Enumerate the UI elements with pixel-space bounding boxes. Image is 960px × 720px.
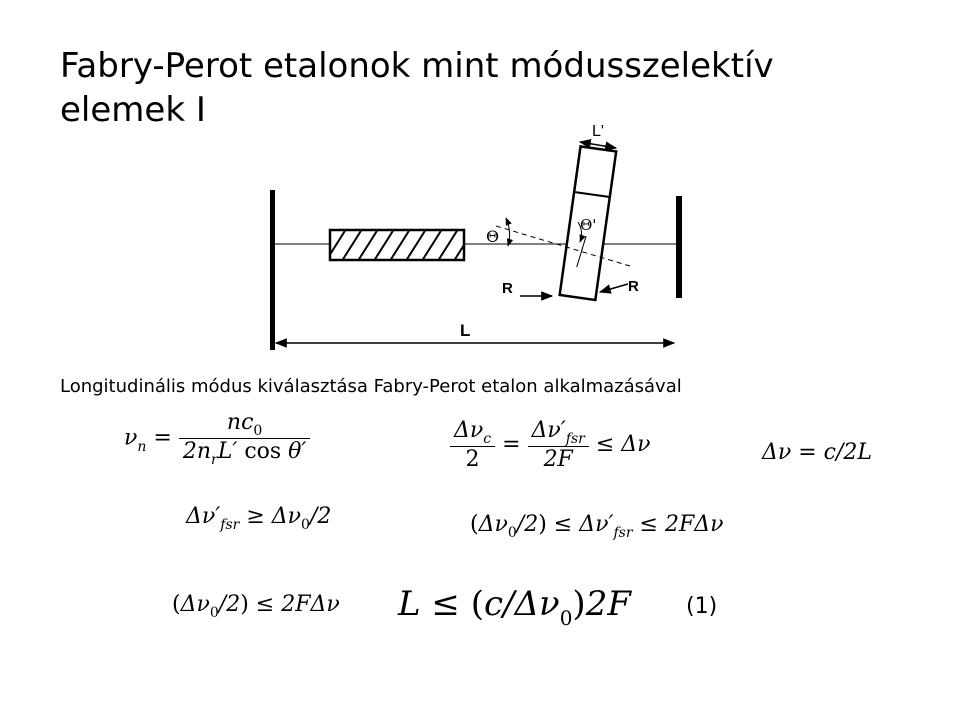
equation-fsr-condition: Δν′fsr ≥ Δν0/2 [186,504,332,533]
figure-caption: Longitudinális módus kiválasztása Fabry-Perot etalon alkalmazásával [60,376,682,397]
label-R-left: R [502,280,513,297]
label-theta-prime: Θ' [580,216,597,234]
theta-arc [506,218,510,246]
etalon-diagram [260,118,690,360]
label-theta: Θ [486,227,500,246]
equation-reduced-condition: (Δν0/2) ≤ 2FΔν [172,592,340,621]
equation-number: (1) [686,594,718,619]
right-reflection-arrow [600,284,628,292]
equation-mode-spacing: Δν = c/2L [762,440,873,465]
left-mirror [270,190,275,350]
equation-length-limit: L ≤ (c/Δν0)2F [398,584,631,630]
right-mirror [676,196,682,298]
tilted-normal [496,226,630,266]
label-R-right: R [628,278,639,295]
equation-etalon-bandwidth: $\frac{\text{Δνc}}{2}$ = $\frac{\text{Δν′fsr}}{2F}$ ≤ Δν [450,418,651,472]
equation-condition-chain: (Δν0/2) ≤ Δν′fsr ≤ 2FΔν [470,512,724,541]
equation-mode-frequency: νn = $\frac{nc0}{\text{2nrL′ cos θ′}}$ [124,410,310,467]
slide-title-line-1: Fabry-Perot etalonok mint módusszelektív [60,46,774,86]
label-L: L [460,321,471,340]
label-L-prime: L' [592,123,604,140]
gain-medium-rod [324,226,476,264]
slide-title-line-2: elemek I [60,90,206,130]
